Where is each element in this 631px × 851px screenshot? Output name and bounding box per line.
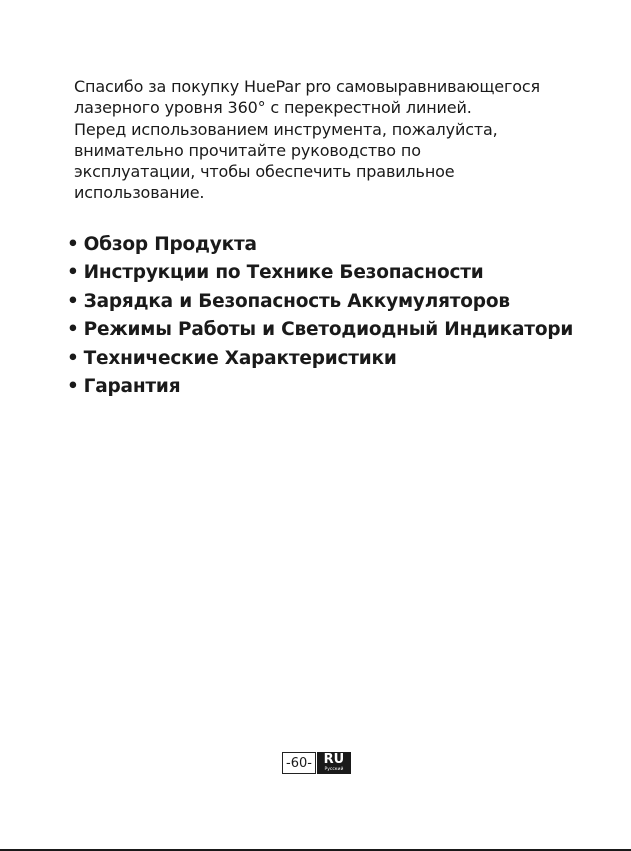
page-footer [282,752,351,774]
contents-item-label: Технические Характеристики [83,347,397,369]
contents-item-specifications [67,345,573,373]
contents-item-label: Зарядка и Безопасность Аккумуляторов [83,290,510,312]
language-badge [317,752,351,774]
bullet-icon: • [67,234,79,255]
intro-paragraph [74,76,594,204]
contents-list [67,231,573,401]
language-name: Русский [324,767,344,772]
intro-line: лазерного уровня 360° с перекрестной линией. [74,98,472,118]
language-code: RU [323,752,345,767]
contents-item-label: Обзор Продукта [83,234,257,255]
bullet-icon: • [67,376,79,398]
contents-item-warranty [67,373,573,401]
contents-item-label: Инструкции по Технике Безопасности [83,262,484,284]
intro-line: внимательно прочитайте руководство по [74,140,421,160]
contents-item-safety-instructions [67,259,573,287]
intro-line: эксплуатации, чтобы обеспечить правильное [74,162,455,182]
intro-line: Перед использованием инструмента, пожалуйста, [74,119,498,139]
contents-item-product-overview [67,231,573,259]
page-number: -60- [282,752,316,774]
intro-line: Спасибо за покупку HuePar pro самовыравнивающегося [74,77,541,96]
contents-item-label: Гарантия [83,376,181,398]
intro-line: использование. [74,183,205,203]
contents-item-operating-modes [67,316,573,344]
contents-item-label: Режимы Работы и Светодиодный Индикатори [83,319,574,341]
bullet-icon: • [67,262,79,284]
bullet-icon: • [67,319,79,341]
bullet-icon: • [67,347,79,369]
bullet-icon: • [67,290,79,312]
contents-item-battery-charging [67,288,573,316]
